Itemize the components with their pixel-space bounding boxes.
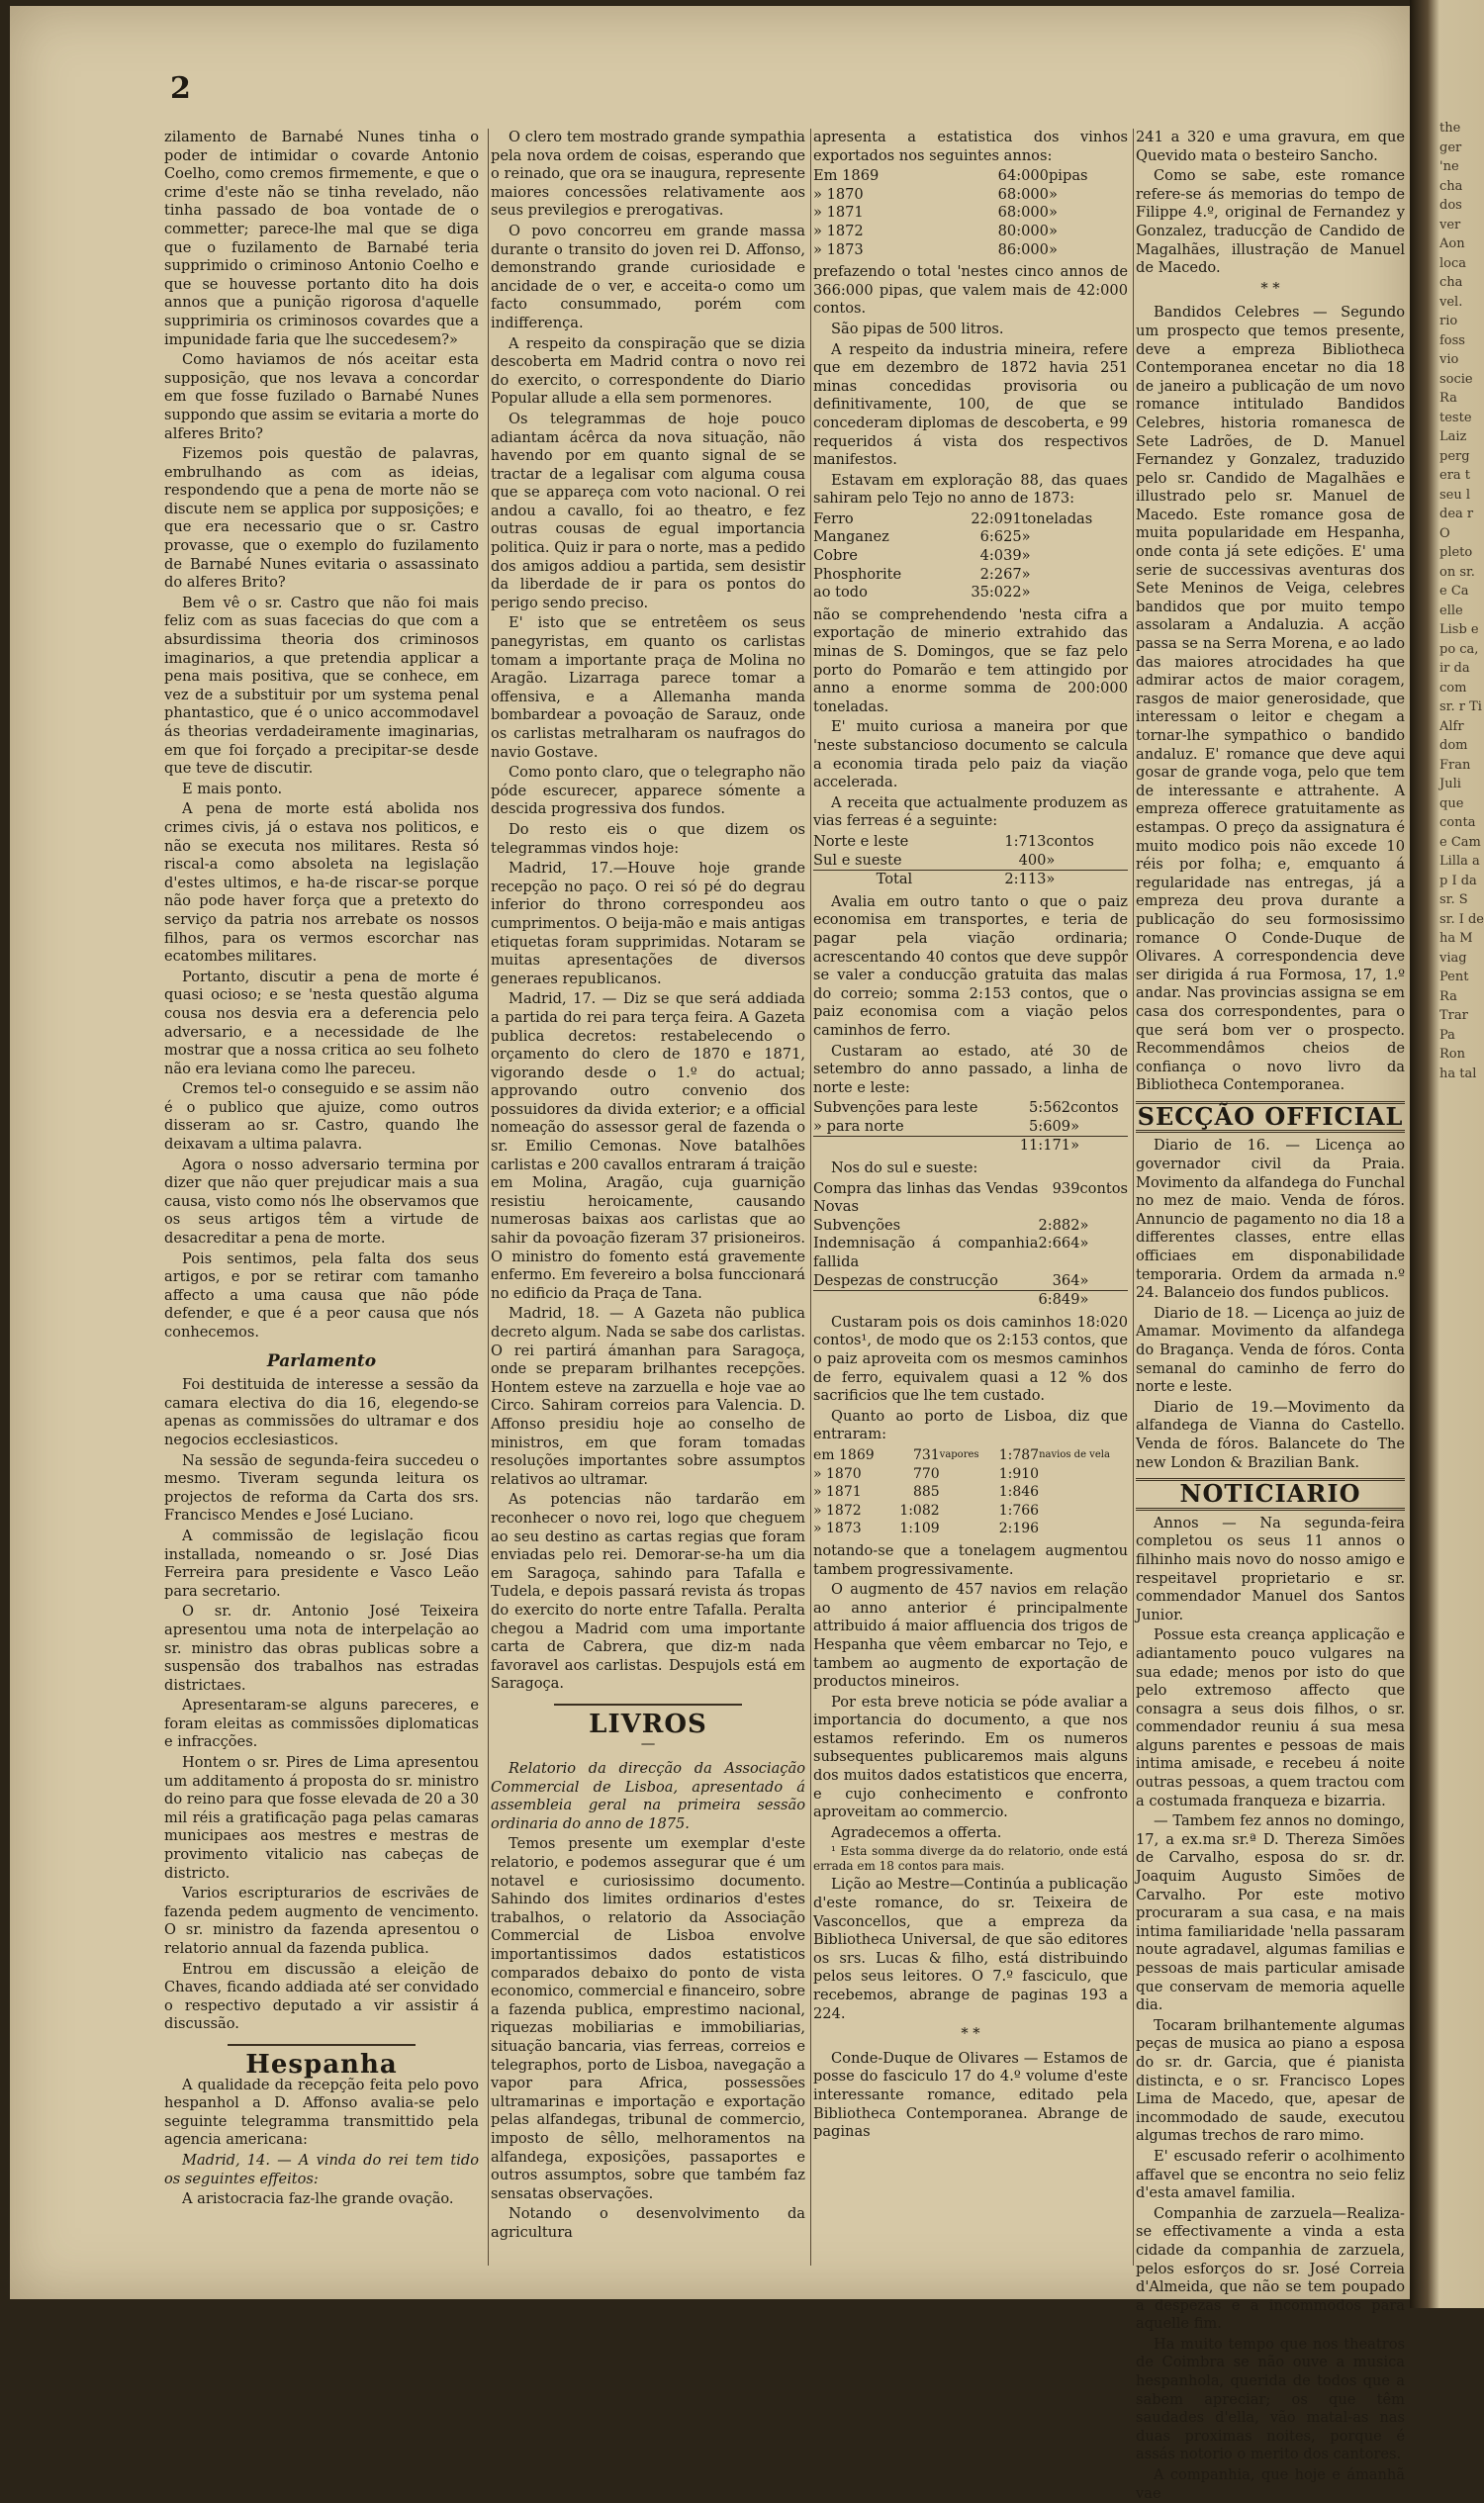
south-line-cost-table <box>813 1180 1128 1310</box>
table-cell: » <box>1046 851 1056 869</box>
table-cell: 68:000 <box>997 204 1049 222</box>
table-cell: Cobre <box>813 547 858 565</box>
paragraph: O augmento de 457 navios em relação ao anno anterior é principalmente attribuido á maior affluencia dos trigos de Hespanha que vêem embarcar no Tejo, e tambem ao augmento de exportação de productos mineiros. <box>813 1581 1128 1691</box>
paragraph: Os telegrammas de hoje pouco adiantam ácêrca da nova situação, não havendo por em quanto signal de se tractar de a legalisar com alguma cousa que se appareça com voto nacional. O rei andou a cavallo, foi ao theatro, e fez outras cousas de egual importancia politica. Quiz ir para o norte, mas a pedido dos amigos addiou a partida, sem desistir da liberdade de ir para os pontos do perigo sendo preciso. <box>491 410 805 611</box>
table-cell: 2:196 <box>998 1521 1040 1537</box>
table-cell: 2:267 <box>979 565 1022 583</box>
telegram: Madrid, 17.—Houve hoje grande recepção no paço. O rei só pé do degrau inferior do throno correspondeu aos cumprimentos. O beija-mão e mais antigas etiquetas foram supprimidas. Notaram se muitas apresentações de diversos generaes republicanos. <box>491 860 805 987</box>
table-cell: » 1872 <box>813 1502 862 1519</box>
paragraph: A companhia, que hoje e ámanhã vae <box>1136 2466 1405 2502</box>
table-cell: Em 1869 <box>813 167 880 185</box>
table-cell: 64:000 <box>997 167 1049 185</box>
table-row <box>813 566 1128 585</box>
section-heading-livros: LIVROS <box>589 1709 707 1739</box>
table-cell: Subvenções para leste <box>813 1099 978 1117</box>
table-row <box>813 1446 1128 1465</box>
table-cell: » <box>1048 240 1058 258</box>
table-cell: Despezas de construcção <box>813 1271 998 1289</box>
paragraph: Entrou em discussão a eleição de Chaves, ficando addiada até ser convidado o respectivo deputado a vir assistir á discussão. <box>164 1960 479 2033</box>
table-cell: 86:000 <box>997 240 1049 258</box>
table-row <box>813 1272 1128 1291</box>
table-cell: 1:082 <box>899 1502 940 1519</box>
table-cell: 6:625 <box>979 528 1022 546</box>
subsidy-table <box>813 1099 1128 1156</box>
table-row <box>813 1465 1128 1484</box>
table-cell: contos <box>1046 832 1094 850</box>
paragraph: Por esta breve noticia se póde avaliar a importancia do documento, a que nos estamos referindo. Em os numeros subsequentes publicaremos mais alguns dos muitos dados estatisticos que encerra, e cujo conhecimento e confronto aproveitam ao commercio. <box>813 1693 1128 1821</box>
table-cell: 2:882 <box>1038 1216 1080 1234</box>
paragraph: Companhia de zarzuela—Realiza-se effectivamente a vinda a esta cidade da companhia de zarzuela, pelos esforços do sr. José Correia d'Almeida, que não se tem poupado a despezas e a incommodos para aquelle fim. <box>1136 2204 1405 2333</box>
table-cell: » <box>1079 1235 1089 1252</box>
table-header: navios de vela <box>1039 1448 1110 1460</box>
table-cell: contos <box>1070 1099 1119 1117</box>
paragraph: Conde-Duque de Olivares — Estamos de posse do fasciculo 17 do 4.º volume d'este interessante romance, editado pela Bibliotheca Contemporanea. Abrange de paginas <box>813 2049 1128 2141</box>
paragraph: A respeito da industria mineira, refere que em dezembro de 1872 havia 251 minas concedidas provisoria ou definitivamente, 100, de que se concederam diplomas de descoberta, e 99 requeridos á vista dos respectivos manifestos. <box>813 340 1128 469</box>
paragraph: Diario de 19.—Movimento da alfandega de Vianna do Castello. Venda de fóros. Balancete do The new London & Brazilian Bank. <box>1136 1398 1405 1471</box>
star-ornament: * * <box>961 2025 980 2043</box>
table-cell: 1:713 <box>1004 832 1047 850</box>
paragraph: A commissão de legislação ficou installada, nomeando o sr. José Dias Ferreira para presidente e Vasco Leão para secretario. <box>164 1527 479 1600</box>
table-row <box>813 510 1128 529</box>
table-cell: » <box>1070 1137 1128 1156</box>
table-cell: 5:562 <box>1029 1099 1071 1117</box>
table-row <box>813 186 1128 205</box>
table-cell: 6:849 <box>1038 1291 1080 1309</box>
paragraph: Hontem o sr. Pires de Lima apresentou um additamento á proposta do sr. ministro do reino para que fosse elevada de 20 a 30 mil réis a gratificação paga pelas camaras municipaes aos mestres e mestras de provimento vitalicio nas cabeças de districto. <box>164 1754 479 1882</box>
table-row <box>813 1483 1128 1502</box>
paragraph: O povo concorreu em grande massa durante o transito do joven rei D. Affonso, demonstrando grande curiosidade e ancidade de o ver, e acceita-o como um facto consummado, porém com indifferença. <box>491 222 805 331</box>
table-cell: Compra das linhas das Vendas Novas <box>813 1179 1039 1216</box>
table-row <box>813 167 1128 186</box>
paragraph: Na sessão de segunda-feira succedeu o mesmo. Tiveram segunda leitura os projectos de reforma da Carta dos srs. Francisco Mendes e José Luciano. <box>164 1451 479 1525</box>
table-cell: toneladas <box>1021 510 1093 527</box>
paragraph: apresenta a estatistica dos vinhos exportados nos seguintes annos: <box>813 129 1128 164</box>
table-cell: » 1870 <box>813 185 864 203</box>
section-divider <box>554 1704 743 1706</box>
column-rule <box>810 129 811 2266</box>
table-cell: » <box>1048 204 1058 222</box>
paragraph: Pois sentimos, pela falta dos seus artigos, e por se retirar com tamanho affecto a uma causa que não póde defender, e que é a peor causa que nós conhecemos. <box>164 1250 479 1341</box>
paragraph: Custaram pois os dois caminhos 18:020 contos¹, de modo que os 2:153 contos, que o paiz aproveita com os mesmos caminhos de ferro, equivalem quasi a 12 % dos sacrificios que lhe tem custado. <box>813 1313 1128 1405</box>
table-cell: » <box>1070 1117 1079 1135</box>
paragraph: A pena de morte está abolida nos crimes civis, já o estava nos politicos, e não se executa nos militares. Resta só riscal-a como absoleta na legislação d'estes ultimos, e ha-de riscar-se porque não pode haver força que a pretexto do serviço da patria nos arrebate os nossos filhos, para os vermos escorchar nas ecatombes militares. <box>164 800 479 966</box>
paragraph: Apresentaram-se alguns pareceres, e foram eleitas as commissões diplomaticas e infracções. <box>164 1697 479 1751</box>
paragraph: Possue esta creança applicação e adiantamento pouco vulgares na sua edade; menos por isto do que pelo extremoso affecto que consagra a seus dois filhos, o sr. commendador reuniu á sua mesa alguns parentes e pessoas de mais intima amisade, e recebeu á noite outras pessoas, a quem tractou com a costumada franqueza e bizarria. <box>1136 1626 1405 1809</box>
paragraph: Cremos tel-o conseguido e se assim não é o publico que ajuize, como outros disseram ao sr. Castro, quando lhe deixavam a ultima palavra. <box>164 1080 479 1154</box>
page-number: 2 <box>170 71 191 106</box>
paragraph: Madrid, 14. — A vinda do rei tem tido os seguintes effeitos: <box>164 2151 479 2187</box>
table-cell: 2:113 <box>975 871 1047 889</box>
table-cell: » 1871 <box>813 204 864 222</box>
table-row <box>813 528 1128 547</box>
table-cell: Ferro <box>813 510 854 527</box>
table-cell: pipas <box>1048 167 1088 185</box>
railway-revenue-table <box>813 833 1128 889</box>
table-cell: Total <box>813 871 975 889</box>
table-cell: » <box>1080 1291 1129 1310</box>
paragraph: O clero tem mostrado grande sympathia pela nova ordem de coisas, esperando que o reinado, que ora se inaugura, represente maiores concessões relativamente aos seus previlegios e prerogativas. <box>491 129 805 220</box>
paragraph: Tocaram brilhantemente algumas peças de musica ao piano a esposa do sr. dr. Garcia, que é pianista distincta, e o sr. Francisco Lopes Lima de Macedo, que, apesar de incommodado de saude, executou algumas trechos de raro mimo. <box>1136 2016 1405 2145</box>
paragraph: Quanto ao porto de Lisboa, diz que entraram: <box>813 1407 1128 1443</box>
table-cell: Indemnisação á companhia fallida <box>813 1235 1039 1271</box>
section-heading-hespanha: Hespanha <box>245 2049 398 2080</box>
table-row <box>813 1099 1128 1118</box>
table-cell: contos <box>1079 1179 1128 1197</box>
table-row <box>813 584 1128 603</box>
section-heading-seccao-official: SECÇÃO OFFICIAL <box>1136 1101 1405 1134</box>
paragraph: As potencias não tardarão em reconhecer o novo rei, logo que cheguem ao seu destino as cartas regias que foram enviadas pelo rei. Demorar-se-ha um dia em Saragoça, sahindo para Tafalla e Tudela, e depois passará revista ás tropas do exercito do norte entre Tafalla. Peralta chegou a Madrid com uma importante carta de Cabrera, que diz-m nada favoravel aos carlistas. Despujols está em Saragoça. <box>491 1491 805 1693</box>
table-cell: 4:039 <box>979 547 1022 565</box>
table-total-row <box>813 1291 1128 1310</box>
paragraph: Bandidos Celebres — Segundo um prospecto que temos presente, deve a empreza Bibliotheca Contemporanea encetar no dia 18 de janeiro a publicação de um novo romance intitulado Bandidos Celebres, historia romanesca de Sete Ladrões, de D. Manuel Fernandez y Gonzalez, traduzido pelo sr. Candido de Magalhães e illustrado pelo sr. Manuel de Macedo. Este romance gosa de muita popularidade em Hespanha, onde conta já sete edições. E' uma serie de successivas aventuras dos Sete Meninos de Veiga, celebres bandidos que por muito tempo assolaram a Andaluzia. A acção passa se na Serra Morena, e ao lado das maiores atrocidades ha que admirar actos de maior coragem, rasgos de maior generosidade, que interessam o leitor e chegam a tornar-lhe sympathico o bandido andaluz. E' romance que deve aqui gosar de grande voga, pelo que tem de interessante e attrahente. A empreza offerece gratuitamente as estampas. O preço da assignatura é muito modico pois não excede 10 réis por folha; e, emquanto á regularidade nas entregas, já a empreza deu prova durante a publicação do seu formosissimo romance O Conde-Duque de Olivares. A correspondencia deve ser dirigida á rua Formosa, 17, 1.º andar. Nas provincias assigna se em casa dos correspondentes, para o que será bom ver o prospecto. Recommendâmos cheios de confiança o novo livro da Bibliotheca Contemporanea. <box>1136 304 1405 1094</box>
paragraph: Nos do sul e sueste: <box>831 1159 978 1177</box>
table-cell: Sul e sueste <box>813 851 902 869</box>
paragraph: A aristocracia faz-lhe grande ovação. <box>182 2190 454 2208</box>
table-cell: 1:787 <box>998 1446 1040 1463</box>
book-title: Relatorio da direcção da Associação Commercial de Lisboa, apresentado á assembleia geral na primeira sessão ordinaria do anno de 1875. <box>491 1760 805 1832</box>
table-row <box>813 1502 1128 1521</box>
table-row <box>813 1235 1128 1271</box>
table-cell: 1:846 <box>998 1484 1040 1501</box>
paragraph: Temos presente um exemplar d'este relatorio, e podemos assegurar que é um notavel e curiosissimo documento. Sahindo dos limites ordinarios d'estes trabalhos, o relatorio da Associação Commercial de Lisboa envolve importantissimos dados estatisticos comparados debaixo do ponto de vista economico, commercial e financeiro, sobre a fazenda publica, emprestimo nacional, riquezas mobiliarias e immobiliarias, situação bancaria, vias ferreas, correios e telegraphos, porto de Lisboa, navegação a vapor para Africa, possessões ultramarinas e importação e exportação pelas alfandegas, tribunal de commercio, imposto de sêllo, melhoramentos na alfandega, exposições, passaportes e outros assumptos, sobre que também faz sensatas observações. <box>491 1835 805 2202</box>
table-row <box>813 1217 1128 1236</box>
paragraph: E' isto que se entretêem os seus panegyristas, em quanto os carlistas tomam a importante praça de Molina no Aragão. Lizarraga parece tomar a offensiva, e a Allemanha manda bombardear a povoação de Sarauz, onde os carlistas metralharam os naufragos do navio Gostave. <box>491 614 805 761</box>
paragraph: Notando o desenvolvimento da agricultura <box>491 2205 805 2241</box>
table-cell: 1:109 <box>899 1521 940 1537</box>
paragraph: Foi destituida de interesse a sessão da camara electiva do dia 16, elegendo-se apenas as commissões do ultramar e dos negocios ecclesiasticos. <box>164 1376 479 1448</box>
paragraph: Como se sabe, este romance refere-se ás memorias do tempo de Filippe 4.º, original de Fernandez y Gonzalez, traducção de Candido de Magalhães, illustração de Manuel de Macedo. <box>1136 167 1405 277</box>
table-cell: 11:171 <box>1010 1137 1070 1156</box>
column-rule <box>488 129 489 2266</box>
table-cell: 1:766 <box>998 1502 1040 1519</box>
table-row <box>813 241 1128 260</box>
port-traffic-table <box>813 1446 1128 1538</box>
telegram: Madrid, 18. — A Gazeta não publica decreto algum. Nada se sabe dos carlistas. O rei partirá ámanhan para Saragoça, onde se preparam brilhantes recepções. Hontem esteve na zarzuella e hoje vae ao Circo. Sahiram correios para Valencia. D. Affonso presidiu hoje ao conselho de ministros, em que foram tomadas resoluções importantes sobre assumptos relativos ao ultramar. <box>491 1305 805 1488</box>
table-cell: » 1873 <box>813 1521 862 1537</box>
table-cell: Phosphorite <box>813 565 902 583</box>
paragraph: notando-se que a tonelagem augmentou tambem progressivamente. <box>813 1541 1128 1578</box>
table-row <box>813 204 1128 223</box>
table-row <box>813 833 1128 852</box>
table-cell: 35:022 <box>971 584 1022 602</box>
table-cell: 939 <box>1052 1179 1080 1197</box>
wine-export-table <box>813 167 1128 259</box>
paragraph: Estavam em exploração 88, das quaes sahiram pelo Tejo no anno de 1873: <box>813 471 1128 508</box>
section-heading-noticiario: NOTICIARIO <box>1136 1478 1405 1511</box>
paragraph: Ha muito tempo que nos theatros de Coimbra se não ouve a musica hespanhola, querida de todos que a sabem apreciar; os que têm saudades d'ella, vão matal-as nas duas proximas noites, porque é assás notorio o merito dos cantores. <box>1136 2335 1405 2463</box>
column-1 <box>164 129 479 2275</box>
column-2 <box>491 129 805 2275</box>
column-rule <box>1133 129 1134 2266</box>
paragraph: Do resto eis o que dizem os telegrammas vindos hoje: <box>491 820 805 857</box>
paragraph: 241 a 320 e uma gravura, em que Quevido mata o besteiro Sancho. <box>1136 129 1405 164</box>
table-cell: 1:910 <box>998 1465 1040 1482</box>
paragraph: não se comprehendendo 'nesta cifra a exportação de minerio extrahido das minas de S. Domingos, que se faz pelo porto do Pomarão e tem attingido por anno a enorme somma de 200:000 toneladas. <box>813 605 1128 715</box>
dash-ornament: — <box>640 1735 656 1753</box>
telegram: Madrid, 17. — Diz se que será addiada a partida do rei para terça feira. A Gazeta publica decretos: restabelecendo o orçamento do clero de 1870 e 1871, vigorando desde o 1.º do actual; approvando outro convenio dos possuidores da divida exterior; e a official nomeação do assessor geral de fazenda o sr. Emilio Cemonas. Nove batalhões carlistas e 200 cavallos entraram á traição em Molina, Aragão, cuja guarnição resistiu heroicamente, causando numerosas baixas aos carlistas que ao sahir da povoação fizeram 37 prisioneiros. O ministro do fomento está gravemente enfermo. Em fevereiro a bolsa funccionará no edificio da Praça de Tana. <box>491 990 805 1302</box>
table-row <box>813 1520 1128 1538</box>
paragraph: E' muito curiosa a maneira por que 'neste substancioso documento se calcula a economia tirada pelo paiz da viação accelerada. <box>813 718 1128 791</box>
table-cell: Manganez <box>813 528 889 546</box>
table-row <box>813 1118 1128 1137</box>
table-row <box>813 852 1128 871</box>
mineral-export-table <box>813 510 1128 603</box>
table-cell: » <box>1048 185 1058 203</box>
table-cell: Subvenções <box>813 1216 901 1234</box>
table-cell: » 1873 <box>813 240 864 258</box>
table-cell: 885 <box>912 1484 940 1501</box>
section-heading-parlamento: Parlamento <box>266 1350 377 1371</box>
column-4 <box>1136 129 1405 2502</box>
table-cell: » <box>1079 1271 1089 1289</box>
paragraph: E' escusado referir o acolhimento affavel que se encontra no seio feliz d'esta amavel familia. <box>1136 2147 1405 2202</box>
section-divider <box>228 2044 417 2046</box>
paragraph: Avalia em outro tanto o que o paiz economisa em transportes, e teria de pagar pela viação ordinaria; acrescentando 40 contos que deve suppôr se valer a conducção gratuita das malas do correio; somma 2:153 contos, que o paiz economisa com a viação pelos caminhos de ferro. <box>813 892 1128 1039</box>
paragraph: São pipas de 500 litros. <box>831 320 1004 337</box>
paragraph: Varios escripturarios de escrivães de fazenda pedem augmento de vencimento. O sr. ministro da fazenda apresentou o relatorio annual da fazenda publica. <box>164 1885 479 1957</box>
table-cell: » 1872 <box>813 222 864 239</box>
table-header: vapores <box>939 1448 979 1460</box>
paragraph: E mais ponto. <box>182 780 283 797</box>
table-cell: 770 <box>912 1465 940 1482</box>
table-cell: » 1871 <box>813 1484 862 1501</box>
paragraph: Bem vê o sr. Castro que não foi mais feliz com as suas facecias do que com a absurdissima theoria dos criminosos imaginarios, a que pretendia applicar a pena mais positiva, que se conhece, em vez de a substituir por um systema penal phantastico, que é o unico accommodavel ás theorias verdadeiramente imaginarias, em que foi forçado a precipitar-se desde que teve de discutir. <box>164 594 479 778</box>
table-total-row <box>813 1137 1128 1156</box>
table-cell: » <box>1021 565 1031 583</box>
table-cell: 68:000 <box>997 185 1049 203</box>
table-cell: 731 <box>912 1446 940 1463</box>
table-cell: » <box>1021 547 1031 565</box>
footnote: ¹ Esta somma diverge da do relatorio, onde está errada em 18 contos para mais. <box>813 1844 1128 1874</box>
table-cell: » <box>1048 222 1058 239</box>
table-cell: » <box>1021 528 1031 546</box>
table-cell: » <box>1046 871 1128 889</box>
table-cell: 80:000 <box>997 222 1049 239</box>
table-cell: » <box>1021 584 1031 602</box>
table-total-row <box>813 871 1128 889</box>
paragraph: Agradecemos a offerta. <box>831 1823 1002 1841</box>
column-3 <box>813 129 1128 2275</box>
paragraph: Fizemos pois questão de palavras, embrulhando as com as ideias, respondendo que a pena de morte não se discute nem se applica por supposições; e que era necessario que o sr. Castro provasse, que o exemplo do fuzilamento de Barnabé Nunes evitaria o assassinato do alferes Brito? <box>164 445 479 592</box>
table-cell: 2:664 <box>1038 1235 1080 1252</box>
paragraph: Diario de 18. — Licença ao juiz de Amamar. Movimento da alfandega do Bragança. Venda de fóros. Conta semanal do caminho de ferro do norte e leste. <box>1136 1304 1405 1396</box>
paragraph: Diario de 16. — Licença ao governador civil da Praia. Movimento da alfandega do Funchal no mez de maio. Venda de fóros. Annuncio de pagamento no dia 18 a differentes classes, entre ellas officiaes em disponabilidade temporaria. Ordem da armada n.º 24. Balanceio dos fundos publicos. <box>1136 1137 1405 1302</box>
table-row <box>813 547 1128 566</box>
paragraph: Custaram ao estado, até 30 de setembro do anno passado, a linha de norte e leste: <box>813 1042 1128 1096</box>
table-cell: » para norte <box>813 1117 904 1135</box>
paragraph: Como ponto claro, que o telegrapho não póde escurecer, apparece sómente a descida progressiva dos fundos. <box>491 764 805 818</box>
table-row <box>813 223 1128 241</box>
paragraph: Annos — Na segunda-feira completou os seus 11 annos o filhinho mais novo do nosso amigo e respeitavel proprietario e sr. commendador Manuel dos Santos Junior. <box>1136 1514 1405 1623</box>
paragraph: Como haviamos de nós aceitar esta supposição, que nos levava a concordar em que fosse fuzilado o Barnabé Nunes suppondo que assim se evitaria a morte do alferes Brito? <box>164 351 479 442</box>
paragraph: Agora o nosso adversario termina por dizer que não quer prejudicar mais a sua causa, visto como nós lhe observamos que os seus artigos têm a virtude de desacreditar a pena de morte. <box>164 1156 479 1248</box>
adjacent-page-text: the ger 'ne cha dos ver Aon loca cha vel. rio foss vio socie Ra teste Laiz perg era t seu l dea r O pleto on sr. e Ca elle Lisb e po ca, ir da com sr. r Ti Alfr dom Fran Juli que conta e Cam Lilla a p I da sr. S sr. I de ha M viag Pent Ra Trar Pa Ron ha tal <box>1439 121 1484 1081</box>
paragraph: prefazendo o total 'nestes cinco annos de 366:000 pipas, que valem mais de 42:000 contos. <box>813 263 1128 318</box>
paragraph: — Tambem fez annos no domingo, 17, a ex.ma sr.ª D. Thereza Simões de Carvalho, esposa do sr. dr. Joaquim Augusto Simões de Carvalho. Por este motivo procuraram a sua casa, e na mais intima familiaridade 'nella passaram noute agradavel, algumas familias e pessoas de mais particular amisade que conservam de memoria aquelle dia. <box>1136 1812 1405 2014</box>
paragraph: A respeito da conspiração que se dizia descoberta em Madrid contra o novo rei do exercito, o correspondente do Diario Popular allude a ella sem pormenores. <box>491 334 805 408</box>
table-cell: » 1870 <box>813 1465 862 1482</box>
paragraph: O sr. dr. Antonio José Teixeira apresentou uma nota de interpelação ao sr. ministro das obras publicas sobre a suspensão dos trabalhos nas estradas districtaes. <box>164 1603 479 1694</box>
paragraph: A qualidade da recepção feita pelo povo hespanhol a D. Affonso avalia-se pelo seguinte telegramma transmittido pela agencia americana: <box>164 2076 479 2149</box>
table-cell: Norte e leste <box>813 832 909 850</box>
paragraph: Portanto, discutir a pena de morte é quasi ocioso; e se 'nesta questão alguma cousa nos desvia era a deferencia pelo adversario, e a necessidade de lhe mostrar que a nossa critica ao seu folheto não era leviana como lhe pareceu. <box>164 968 479 1077</box>
paragraph: Lição ao Mestre—Continúa a publicação d'este romance, do sr. Teixeira de Vasconcellos, que a empreza da Bibliotheca Universal, de que são editores os srs. Lucas & filho, está distribuindo pelos seus leitores. O 7.º fasciculo, que recebemos, abrange de paginas 193 a 224. <box>813 1876 1128 2022</box>
paragraph: zilamento de Barnabé Nunes tinha o poder de intimidar o covarde Antonio Coelho, como cremos firmemente, e que o crime d'este não se tinha revelado, não tinha passado de boa vontade de o commetter; parece-lhe mal que se diga que o fuzilamento de Barnabé teria supprimido o criminoso Antonio Coelho e que se houvesse portanto dito ha dois annos que a punição rigorosa d'aquelle supprimiria os criminosos covardes que a impunidade faria que lhe succedesem?» <box>164 129 479 348</box>
star-ornament: * * <box>1260 279 1280 297</box>
table-row <box>813 1180 1128 1217</box>
table-cell: 5:609 <box>1029 1117 1071 1135</box>
table-cell: 22:091 <box>971 510 1022 527</box>
table-cell: ao todo <box>813 584 868 602</box>
table-cell: 364 <box>1052 1271 1080 1289</box>
table-cell: » <box>1079 1216 1089 1234</box>
table-cell: 400 <box>1018 851 1047 869</box>
paragraph: A receita que actualmente produzem as vias ferreas é a seguinte: <box>813 793 1128 830</box>
table-cell: em 1869 <box>813 1446 875 1463</box>
